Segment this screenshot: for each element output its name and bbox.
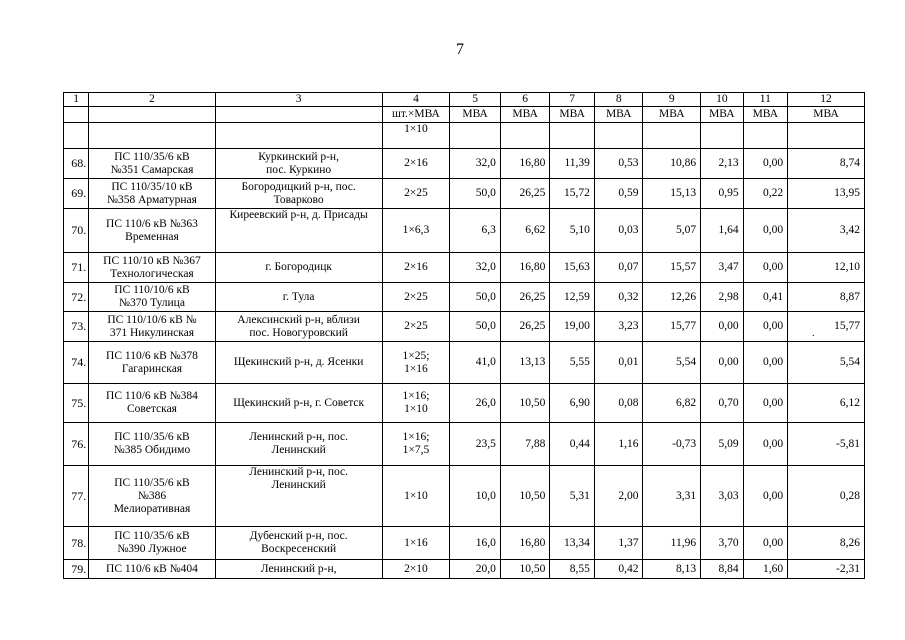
transformer-capacity-line: 1×6,3 [402,224,430,236]
value-v12: 8,87 [788,283,865,312]
value-v10: 2,13 [701,149,743,179]
carry-over-row [64,123,865,149]
value-v11: 0,00 [743,466,788,527]
unit-cell: МВА [594,107,643,123]
units-row [64,107,865,123]
transformer-capacity-line: 1×16; [402,431,430,443]
transformer-capacity-line: 1×7,5 [402,444,430,456]
location [215,312,382,342]
substation-name-line: ПС 110/6 кВ №378 [106,349,198,362]
row-number: 71. [64,253,89,283]
value-v9: 11,96 [643,527,701,560]
location [215,466,382,527]
column-header: 10 [701,93,743,107]
substation-name-line: №386 [137,489,167,502]
value-v11: 0,00 [743,209,788,253]
value-v9: 15,13 [643,179,701,209]
table-row [64,312,865,342]
value-v8: 2,00 [594,466,643,527]
substation-name-line: ПС 110/35/6 кВ [114,431,190,443]
value-v9: 6,82 [643,384,701,423]
row-number: 74. [64,342,89,384]
value-v5: 6,3 [450,209,501,253]
column-header: 12 [788,93,865,107]
value-v5: 50,0 [450,179,501,209]
value-v8: 3,23 [594,312,643,342]
substation-name [89,423,215,466]
transformer-capacity [382,283,450,312]
transformer-capacity [382,527,450,560]
location [215,149,382,179]
substation-name-line: Советская [127,403,177,415]
value-v5: 16,0 [450,527,501,560]
value-v11: 0,00 [743,527,788,560]
location-line: пос. Куркино [266,163,332,176]
transformer-capacity-line: 1×10 [404,489,428,502]
substation-name [89,560,215,579]
substation-name-line: Временная [125,230,179,243]
value-v6: 13,13 [500,342,550,384]
substation-name-line: 371 Никулинская [109,326,195,339]
value-v6: 10,50 [500,560,550,579]
value-v12: 3,42 [788,209,865,253]
value-v9: -0,73 [643,423,701,466]
table-row [64,342,865,384]
transformer-capacity-line: 1×16 [404,362,428,375]
value-v10: 8,84 [701,560,743,579]
value-v8: 0,53 [594,149,643,179]
transformer-capacity-line: 1×10 [404,403,428,415]
value-v8: 0,07 [594,253,643,283]
substation-name [89,384,215,423]
value-v5: 20,0 [450,560,501,579]
unit-cell [215,107,382,123]
value-v6: 16,80 [500,527,550,560]
location [215,209,382,253]
substation-name-line: Технологическая [110,267,194,280]
substation-name-line: Гагаринская [121,362,183,375]
transformer-capacity [382,560,450,579]
unit-cell [89,107,215,123]
location-line: г. Богородицк [265,261,332,273]
value-v11: 0,00 [743,423,788,466]
value-v7: 19,00 [550,312,595,342]
value-v11: 0,00 [743,342,788,384]
column-header: 5 [450,93,501,107]
substation-name-line: №385 Обидимо [113,444,191,456]
row-number: 77. [64,466,89,527]
transformer-capacity-line: 2×25 [404,320,428,332]
transformer-capacity-line: 2×25 [404,290,428,303]
substation-name [89,342,215,384]
value-v11: 0,41 [743,283,788,312]
value-v10: 2,98 [701,283,743,312]
unit-cell: МВА [500,107,550,123]
value-v6: 6,62 [500,209,550,253]
column-number-row [64,93,865,107]
row-number: 70. [64,209,89,253]
value-v5: 26,0 [450,384,501,423]
substation-table [63,92,865,579]
table-row [64,384,865,423]
value-v5: 23,5 [450,423,501,466]
unit-cell: МВА [701,107,743,123]
value-v12: -5,81 [788,423,865,466]
transformer-capacity [382,179,450,209]
column-header: 4 [382,93,450,107]
value-v10: 3,47 [701,253,743,283]
value-v7: 13,34 [550,527,595,560]
value-v11: 0,00 [743,384,788,423]
value-v8: 1,16 [594,423,643,466]
row-number: 73. [64,312,89,342]
value-v12: 5,54 [788,342,865,384]
substation-name [89,149,215,179]
location-line: Ленинский р-н, пос. [249,466,349,478]
value-v12: -2,31 [788,560,865,579]
location [215,527,382,560]
substation-name [89,466,215,527]
value-v11: 1,60 [743,560,788,579]
location [215,179,382,209]
value-v12: 12,10 [788,253,865,283]
value-v8: 0,32 [594,283,643,312]
transformer-capacity-line: 1×25; [402,349,430,362]
column-header: 1 [64,93,89,107]
transformer-capacity-line: 1×16 [404,536,428,549]
value-v12: 6,12 [788,384,865,423]
column-header: 7 [550,93,595,107]
value-v7: 5,31 [550,466,595,527]
row-number: 76. [64,423,89,466]
transformer-cell: 1×10 [382,123,450,149]
transformer-capacity [382,384,450,423]
value-v8: 0,42 [594,560,643,579]
value-v7: 5,10 [550,209,595,253]
table-row [64,283,865,312]
location-line: Киреевский р-н, д. Присады [229,209,368,221]
value-v8: 1,37 [594,527,643,560]
location [215,423,382,466]
value-v8: 0,59 [594,179,643,209]
substation-name-line: ПС 110/6 кВ №404 [106,562,198,575]
unit-cell: МВА [643,107,701,123]
value-v12: 13,95 [788,179,865,209]
value-v7: 8,55 [550,560,595,579]
substation-name-line: Мелиоративная [113,502,191,515]
substation-name [89,179,215,209]
row-number: 75. [64,384,89,423]
value-v6: 10,50 [500,466,550,527]
location-line: Воскресенский [261,543,337,555]
location-line: Богородицкий р-н, пос. [241,180,356,193]
transformer-capacity [382,253,450,283]
row-number: 72. [64,283,89,312]
value-v9: 15,77 [643,312,701,342]
substation-name-line: ПС 110/10/6 кВ [114,284,190,296]
row-number: 79. [64,560,89,579]
value-v8: 0,03 [594,209,643,253]
row-number: 78. [64,527,89,560]
location-line: Алексинский р-н, вблизи [237,313,360,326]
value-v6: 16,80 [500,253,550,283]
location [215,253,382,283]
column-header: 11 [743,93,788,107]
table-row [64,149,865,179]
value-v12: 8,26 [788,527,865,560]
location-line: Ленинский р-н, пос. [249,431,349,443]
transformer-capacity-line: 2×16 [404,261,428,273]
transformer-capacity [382,312,450,342]
substation-name-line: №390 Лужное [117,543,187,555]
substation-name [89,527,215,560]
value-v6: 26,25 [500,179,550,209]
location [215,384,382,423]
value-v6: 26,25 [500,283,550,312]
location [215,342,382,384]
row-number: 69. [64,179,89,209]
location [215,560,382,579]
value-v7: 5,55 [550,342,595,384]
value-v8: 0,08 [594,384,643,423]
value-v7: 15,72 [550,179,595,209]
substation-name-line: ПС 110/10/6 кВ № [107,313,197,326]
unit-cell: МВА [788,107,865,123]
value-v7: 15,63 [550,253,595,283]
value-v5: 41,0 [450,342,501,384]
location-line: Дубенский р-н, пос. [249,530,348,542]
location-line: Ленинский [271,479,326,491]
location-line: г. Тула [282,290,315,303]
value-v9: 15,57 [643,253,701,283]
substation-name-line: №351 Самарская [110,163,194,176]
transformer-capacity [382,466,450,527]
value-v5: 32,0 [450,253,501,283]
page-number: 7 [456,41,464,58]
substation-name-line: №358 Арматурная [107,193,197,206]
table-row [64,253,865,283]
substation-name [89,209,215,253]
value-v7: 0,44 [550,423,595,466]
unit-cell [64,107,89,123]
value-v9: 5,07 [643,209,701,253]
table-body [64,123,865,579]
value-v10: 1,64 [701,209,743,253]
value-v5: 10,0 [450,466,501,527]
transformer-capacity-line: 1×16; [402,390,430,402]
value-v12: 15,77 [788,312,865,342]
transformer-capacity-line: 2×10 [404,562,428,575]
value-v10: 3,70 [701,527,743,560]
table-row [64,527,865,560]
column-header: 9 [643,93,701,107]
stray-mark: . [812,328,815,339]
column-header: 6 [500,93,550,107]
transformer-capacity-line: 2×25 [404,187,428,199]
table-row [64,466,865,527]
value-v10: 0,00 [701,312,743,342]
substation-name-line: ПС 110/6 кВ №363 [106,217,198,230]
location-line: Товарково [273,193,324,206]
value-v12: 0,28 [788,466,865,527]
row-number: 68. [64,149,89,179]
value-v5: 32,0 [450,149,501,179]
value-v11: 0,00 [743,253,788,283]
value-v6: 10,50 [500,384,550,423]
location-line: Щекинский р-н, г. Советск [233,396,365,409]
table-row [64,209,865,253]
value-v8: 0,01 [594,342,643,384]
value-v7: 12,59 [550,283,595,312]
substation-name [89,253,215,283]
substation-name-line: №370 Тулица [119,297,185,309]
location-line: пос. Новогуровский [249,326,348,339]
value-v10: 3,03 [701,466,743,527]
substation-name-line: ПС 110/10 кВ №367 [103,254,201,267]
transformer-capacity [382,342,450,384]
substation-name-line: ПС 110/35/6 кВ [114,150,190,163]
value-v9: 12,26 [643,283,701,312]
location-line: Ленинский р-н, [260,562,337,575]
column-header: 3 [215,93,382,107]
value-v5: 50,0 [450,312,501,342]
table-row [64,560,865,579]
transformer-capacity [382,209,450,253]
value-v5: 50,0 [450,283,501,312]
value-v11: 0,00 [743,312,788,342]
unit-cell: шт.×МВА [382,107,450,123]
location-line: Ленинский [271,444,326,456]
value-v6: 26,25 [500,312,550,342]
table-row [64,423,865,466]
value-v7: 11,39 [550,149,595,179]
value-v11: 0,00 [743,149,788,179]
table-row [64,179,865,209]
location [215,283,382,312]
transformer-capacity [382,149,450,179]
substation-name [89,312,215,342]
value-v11: 0,22 [743,179,788,209]
substation-name-line: ПС 110/35/6 кВ [114,476,190,489]
value-v9: 8,13 [643,560,701,579]
unit-cell: МВА [550,107,595,123]
value-v6: 7,88 [500,423,550,466]
value-v10: 5,09 [701,423,743,466]
value-v10: 0,00 [701,342,743,384]
value-v10: 0,70 [701,384,743,423]
value-v9: 10,86 [643,149,701,179]
value-v7: 6,90 [550,384,595,423]
substation-name-line: ПС 110/35/10 кВ [111,180,193,193]
column-header: 2 [89,93,215,107]
unit-cell: МВА [450,107,501,123]
column-header: 8 [594,93,643,107]
substation-name-line: ПС 110/6 кВ №384 [106,390,198,402]
location-line: Куркинский р-н, [258,150,339,163]
value-v6: 16,80 [500,149,550,179]
transformer-capacity-line: 2×16 [404,157,428,169]
value-v12: 8,74 [788,149,865,179]
value-v9: 5,54 [643,342,701,384]
unit-cell: МВА [743,107,788,123]
substation-name [89,283,215,312]
substation-name-line: ПС 110/35/6 кВ [114,530,190,542]
transformer-capacity [382,423,450,466]
value-v9: 3,31 [643,466,701,527]
value-v10: 0,95 [701,179,743,209]
location-line: Щекинский р-н, д. Ясенки [233,356,364,368]
